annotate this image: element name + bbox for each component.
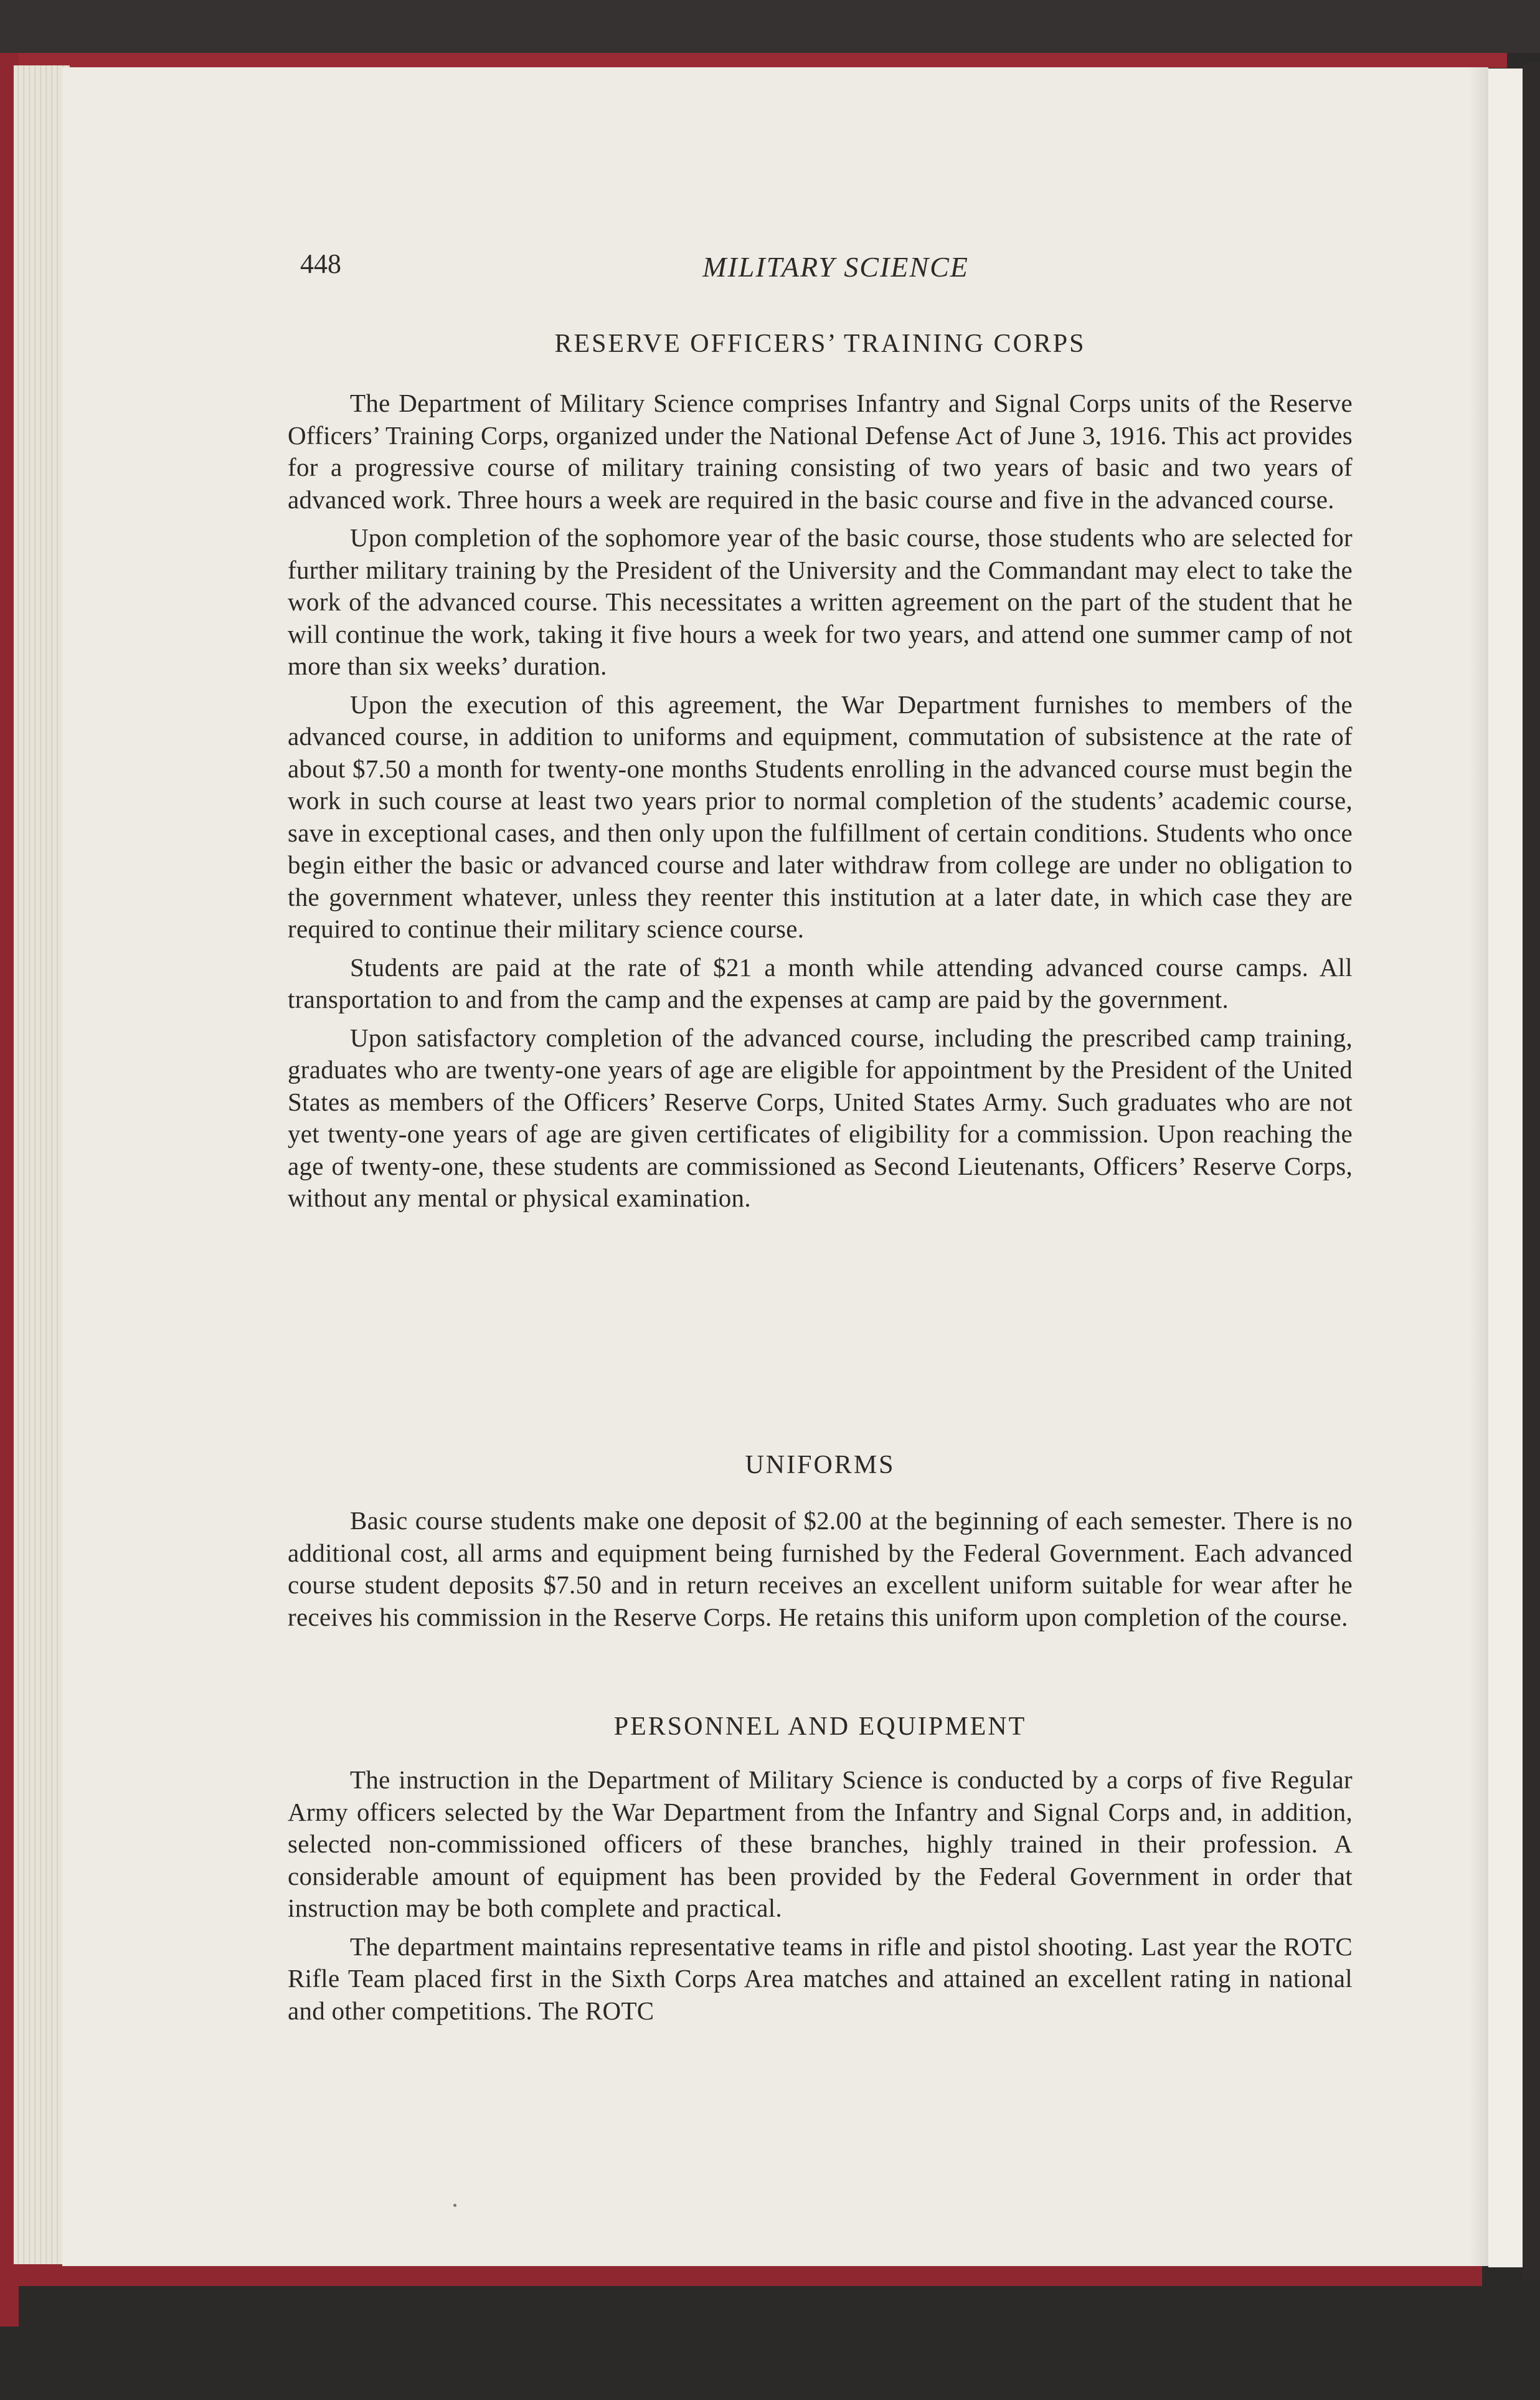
section-title-uniforms: UNIFORMS: [745, 1451, 895, 1479]
page-gutter-shadow: [1470, 67, 1488, 2266]
paragraph: Upon completion of the sophomore year of the basic course, those students who are selected for further military training by the President of the University and the Commandant may elect to take the work of the advanced course. This necessitates a written agreement on the part of the student that he will continue the work, taking it five hours a week for two years, and attend one summer camp of not more than six weeks’ duration.: [288, 523, 1353, 680]
section-title-rotc: RESERVE OFFICERS’ TRAINING CORPS: [554, 330, 1086, 358]
next-page-edge: [1488, 69, 1523, 2267]
page-number: 448: [300, 249, 341, 279]
running-title: MILITARY SCIENCE: [702, 251, 969, 283]
paragraph: Upon the execution of this agreement, the War Department furnishes to members of the advanced course, in addition to uniforms and equipment, commutation of subsistence at the rate of about $7.50 a month for twenty-one months Students enrolling in the advanced course must begin the work in such course at least two years prior to normal completion of the students’ academic course, save in exceptional cases, and then only upon the fulfillment of certain conditions. Students who once begin either the basic or advanced course and later withdraw from college are under no obligation to the government whatever, unless they reenter this institution at a later date, in which case they are required to continue their military science course.: [288, 690, 1353, 943]
paragraph: The instruction in the Department of Military Science is conducted by a corps of five Regular Army officers selected by the War Department from the Infantry and Signal Corps and, in addition, selected non-commissioned officers of these branches, highly trained in their profession. A considerable amount of equipment has been provided by the Federal Government in order that instruction may be both complete and practical.: [288, 1765, 1353, 1922]
paragraph: The department maintains representative teams in rifle and pistol shooting. Last year the ROTC Rifle Team placed first in the Sixth Corps Area matches and attained an excellent rating in national and other competitions. The ROTC: [288, 1932, 1353, 2025]
paragraph: Students are paid at the rate of $21 a month while attending advanced course camps. All transportation to and from the camp and the expenses at camp are paid by the government.: [288, 952, 1353, 1013]
paragraph: Basic course students make one deposit of $2.00 at the beginning of each semester. There is no additional cost, all arms and equipment being furnished by the Federal Government. Each advanced course student deposits $7.50 and in return receives an excellent uniform suitable for wear after he receives his commission in the Reserve Corps. He retains this uniform upon completion of the course.: [288, 1506, 1353, 1631]
section-body-rotc: [288, 387, 1353, 1221]
section-body-uniforms: [288, 1505, 1353, 1639]
paragraph: Upon satisfactory completion of the advanced course, including the prescribed camp training, graduates who are twenty-one years of age are eligible for appointment by the President of the United States as members of the Officers’ Reserve Corps, United States Army. Such graduates who are not yet twenty-one years of age are given certificates of eligibility for a commission. Upon reaching the age of twenty-one, these students are commissioned as Second Lieutenants, Officers’ Reserve Corps, without any mental or physical examination.: [288, 1023, 1353, 1212]
background-top: [0, 0, 1540, 53]
page-speck: [453, 2204, 456, 2207]
page-header: [300, 248, 1371, 292]
page-stack-edge: [14, 65, 70, 2264]
paragraph: The Department of Military Science comprises Infantry and Signal Corps units of the Reserve Officers’ Training Corps, organized under the National Defense Act of June 3, 1916. This act provides for a progressive course of military training consisting of two years of basic and two years of advanced work. Three hours a week are required in the basic course and five in the advanced course.: [288, 389, 1353, 514]
book-cover-top-edge: [0, 53, 1507, 68]
background-right: [1523, 62, 1540, 2280]
section-title-personnel: PERSONNEL AND EQUIPMENT: [613, 1712, 1027, 1741]
section-body-personnel: [288, 1764, 1353, 2033]
